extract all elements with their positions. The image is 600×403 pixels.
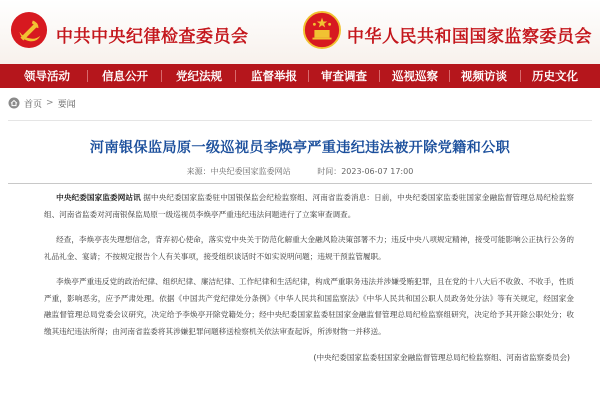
breadcrumb-separator: > — [46, 98, 54, 108]
nav-item-video[interactable]: 视频访谈 — [461, 69, 507, 83]
nav-item-info-disclosure[interactable]: 信息公开 — [102, 69, 148, 83]
breadcrumb-divider — [8, 120, 592, 121]
nav-divider — [87, 70, 88, 82]
lead-source: 中央纪委国家监委网站讯 — [56, 193, 141, 202]
nav-divider — [449, 70, 450, 82]
nav-divider — [161, 70, 162, 82]
article-source: 来源：中央纪委国家监委网站 — [186, 167, 291, 176]
article-signature: (中央纪委国家监委驻国家金融监督管理总局纪检监察组、河南省监察委员会) — [313, 353, 570, 362]
breadcrumb-home[interactable]: 首页 — [24, 99, 43, 110]
article-paragraph — [44, 190, 574, 223]
article-meta — [0, 166, 600, 177]
nav-item-investigation[interactable]: 审查调查 — [321, 69, 367, 83]
nav-divider — [379, 70, 380, 82]
main-nav — [0, 64, 600, 88]
paragraph-1-text: 据中央纪委国家监委驻中国银保监会纪检监察组、河南省监委消息：日前，中央纪委国家监委驻国家金融监督管理总局纪检监察组、河南省监委对河南银保监局原一级巡视员李焕亭严重违纪违法问题进行了立案审查调查。 — [44, 193, 574, 219]
breadcrumb-current[interactable]: 要闻 — [57, 99, 76, 110]
party-emblem-icon — [10, 11, 48, 49]
nav-divider — [520, 70, 521, 82]
home-icon[interactable] — [8, 97, 20, 109]
nav-item-inspection[interactable]: 巡视巡察 — [392, 69, 438, 83]
article-title: 河南银保监局原一级巡视员李焕亭严重违纪违法被开除党籍和公职 — [89, 140, 511, 156]
article-paragraph: 李焕亭严重违反党的政治纪律、组织纪律、廉洁纪律、工作纪律和生活纪律，构成严重职务违法并涉嫌受贿犯罪，且在党的十八大后不收敛、不收手，性质严重，影响恶劣，应予严肃处理。依据《中国共产党纪律处分条例》《中华人民共和国监察法》《中华人民共和国公职人员政务处分法》等有关规定，经国家金融监督管理总局党委会议研究，决定给予李焕亭开除党籍处分；经中央纪委国家监委驻国家金融监督管理总局纪检监察组研究，决定给予其开除公职处分；收缴其违纪违法所得；由河南省监委将其涉嫌犯罪问题移送检察机关依法审查起诉，所涉财物一并移送。 — [44, 277, 574, 336]
article-date: 时间：2023-06-07 17:00 — [317, 167, 414, 176]
nav-item-history[interactable]: 历史文化 — [532, 69, 578, 83]
nav-divider — [235, 70, 236, 82]
article-divider — [8, 183, 592, 184]
site-header — [0, 0, 600, 64]
nav-divider — [308, 70, 309, 82]
nav-item-regulations[interactable]: 党纪法规 — [176, 69, 222, 83]
breadcrumb — [8, 95, 76, 111]
nav-item-report[interactable]: 监督举报 — [251, 69, 297, 83]
nav-item-leadership[interactable]: 领导活动 — [24, 69, 70, 83]
article-paragraph: 经查，李焕亭丧失理想信念，背弃初心使命，落实党中央关于防范化解重大金融风险决策部署不力；违反中央八项规定精神，接受可能影响公正执行公务的礼品礼金、宴请；不按规定报告个人有关事项，接受组织谈话时不如实说明问题；违规干预监管履职。 — [44, 235, 574, 261]
national-emblem-icon — [303, 11, 341, 49]
nsc-site-name[interactable]: 中华人民共和国国家监察委员会 — [347, 27, 592, 47]
ccdi-site-name[interactable]: 中共中央纪律检查委员会 — [56, 27, 249, 47]
